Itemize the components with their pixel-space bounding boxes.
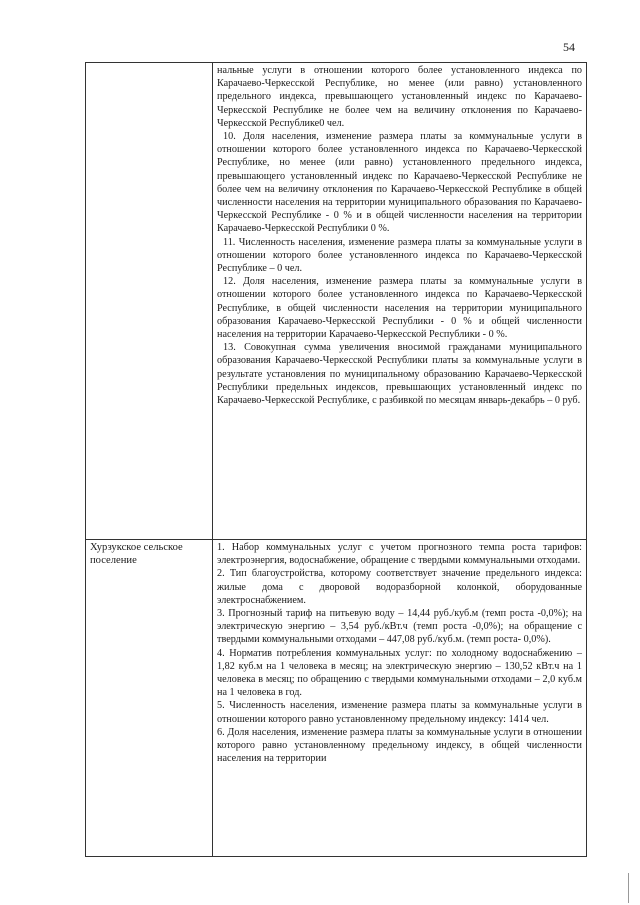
indicator-cell xyxy=(213,63,587,540)
paragraph: 12. Доля населения, изменение размера платы за коммунальные услуги в отношении которого более установленного индекса по Карачаево-Черкесской Республике, в общей численности населения на территории муниципального образования Карачаево-Черкесской Республики - 0 % и общей численности населения на территории Карачаево-Черкесской Республики - 0 %. xyxy=(217,276,582,341)
paragraph: 10. Доля населения, изменение размера платы за коммунальные услуги в отношении которого более установленного индекса по Карачаево-Черкесской Республике, но менее (или равно) установленного предельного индекса, превышающего установленный индекс по Карачаево-Черкесской Республике не более чем на величину отклонения по Карачаево-Черкесской Республике в общей численности населения на территории муниципального образования по Карачаево-Черкесской Республике - 0 % и в общей численности населения на территории Карачаево-Черкесской Республики 0 %. xyxy=(217,131,582,235)
paragraph: 11. Численность населения, изменение размера платы за коммунальные услуги в отношении которого более установленного индекса по Карачаево-Черкесской Республике – 0 чел. xyxy=(217,236,582,275)
table-row xyxy=(86,63,587,540)
paragraph: 2. Тип благоустройства, которому соответствует значение предельного индекса: жилые дома с дворовой водоразборной колонкой, оборудованные электроснабжением. xyxy=(217,568,582,606)
settlement-name-cell xyxy=(86,63,213,540)
paragraph: 3. Прогнозный тариф на питьевую воду – 14,44 руб./куб.м (темп роста -0,0%); на электрическую энергию – 3,54 руб./кВт.ч (темп роста -0,0%); на обращение с твердыми коммунальными отходами – 447,08 руб./куб.м. (темп роста- 0,0%). xyxy=(217,608,582,646)
page-number: 54 xyxy=(563,40,575,54)
indices-table xyxy=(85,62,587,857)
settlement-name-cell: Хурзукское сельское поселение xyxy=(86,540,213,857)
paragraph: 1. Набор коммунальных услуг с учетом прогнозного темпа роста тарифов: электроэнергия, водоснабжение, обращение с твердыми коммунальными отходами. xyxy=(217,542,582,567)
table-row xyxy=(86,540,587,857)
indicator-cell xyxy=(213,540,587,857)
paragraph: 6. Доля населения, изменение размера платы за коммунальные услуги в отношении которого равно установленному предельному индексу, в общей численности населения на территории xyxy=(217,726,582,765)
paragraph: 4. Норматив потребления коммунальных услуг: по холодному водоснабжению – 1,82 куб.м на 1 человека в месяц; на электрическую энергию – 130,52 кВт.ч на 1 человека в месяц; по обращению с твердыми коммунальными отходами – 2,0 куб.м на 1 человека в год. xyxy=(217,647,582,699)
scan-edge-line xyxy=(628,873,629,903)
paragraph: 5. Численность населения, изменение размера платы за коммунальные услуги в отношении которого равно установленному предельному индексу: 1414 чел. xyxy=(217,700,582,725)
paragraph: 13. Совокупная сумма увеличения вносимой гражданами муниципального образования Карачаево-Черкесской Республики платы за коммунальные услуги в результате установления по муниципальному образованию Карачаево-Черкесской Республики предельных индексов, превышающих установленный индекс по Карачаево-Черкесской Республике, с разбивкой по месяцам январь-декабрь – 0 руб. xyxy=(217,342,582,407)
paragraph: нальные услуги в отношении которого более установленного индекса по Карачаево-Черкесской Республике, но менее (или равно) установленного предельного индекса, превышающего установленный индекс по Карачаево-Черкесской Республике не более чем на величину отклонения по Карачаево-Черкесской Республике0 чел. xyxy=(217,65,582,129)
